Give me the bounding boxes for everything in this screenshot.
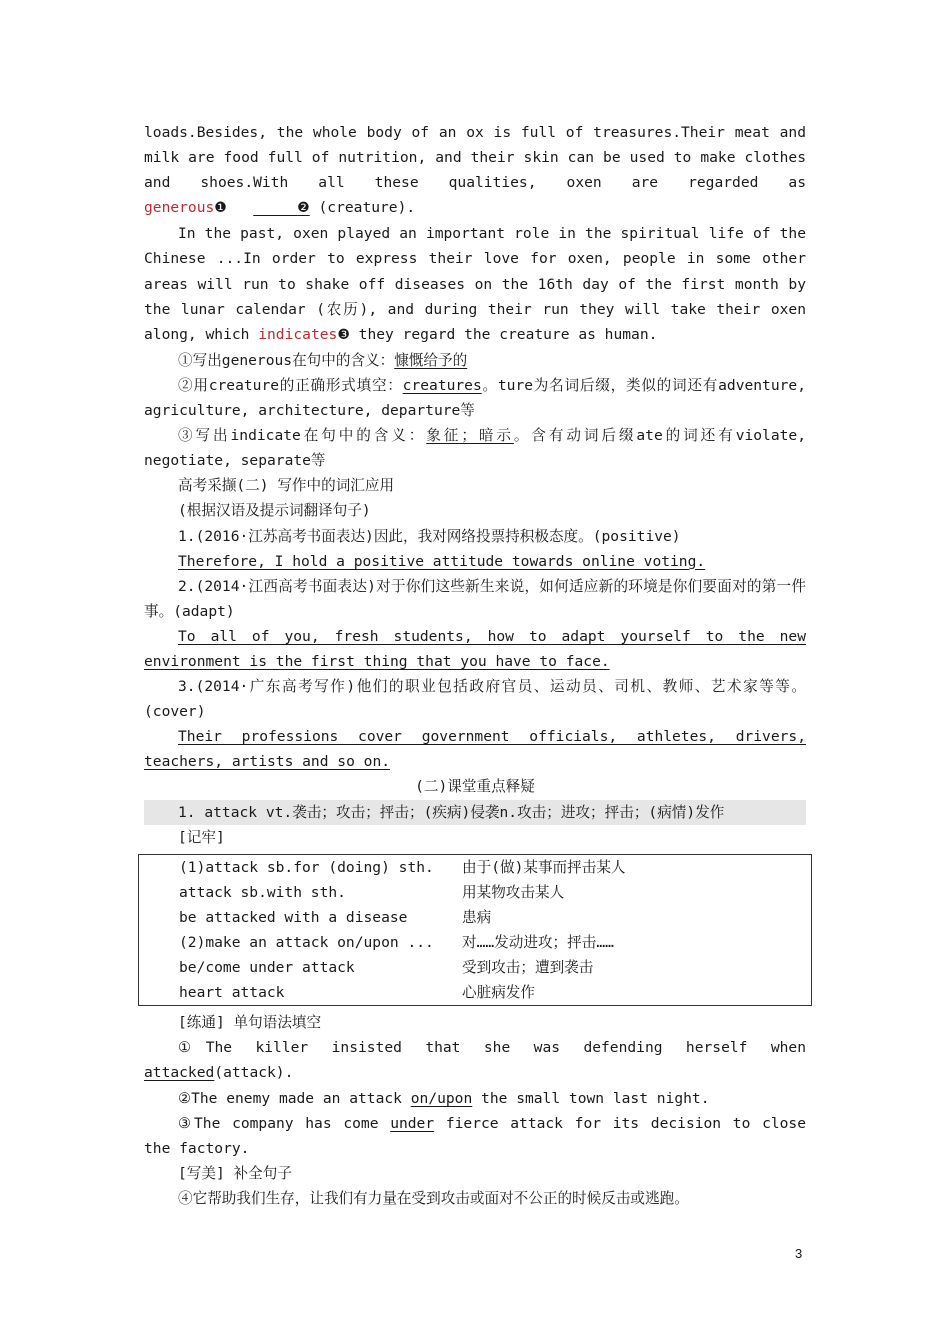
question-3: 3.(2014·广东高考写作)他们的职业包括政府官员、运动员、司机、教师、艺术家等等。(cover) [144, 678, 806, 721]
phrase-en: attack sb.with sth. [179, 883, 346, 901]
paragraph-text: In the past, oxen played an important role in the spiritual life of the Chinese ...In order to express their love for oxen, people in some other areas will run to shake off diseases on the 16th day of the first month by the lunar calendar (农历), and during their run they will take their oxen along, which [144, 225, 806, 343]
vocab-entry: 1. attack vt.袭击；攻击；抨击；(疾病)侵袭n.攻击；进攻；抨击；(病情)发作 [144, 800, 806, 825]
keyword-indicates: indicates [258, 325, 338, 343]
phrase-cn: 由于(做)某事而抨击某人 [462, 858, 626, 876]
note-answer: creatures [402, 376, 482, 394]
keyword-generous: generous [144, 199, 215, 217]
reading-paragraph-2 [144, 221, 806, 347]
table-row [179, 955, 626, 980]
question-2: 2.(2014·江西高考书面表达)对于你们这些新生来说，如何适应新的环境是你们要面对的第一件事。(adapt) [144, 577, 806, 620]
exercise-text: the small town last night. [472, 1089, 710, 1107]
table-row [179, 980, 626, 1005]
exercise-text: (attack). [214, 1064, 294, 1082]
phrase-cn: 受到攻击；遭到袭击 [462, 959, 594, 977]
write-label: [写美] 补全句子 [178, 1164, 292, 1182]
phrase-en: (2)make an attack on/upon ... [179, 934, 434, 951]
phrase-cn: 对……发动进攻；抨击…… [462, 934, 614, 951]
note-3 [144, 423, 806, 473]
phrase-en: (1)attack sb.for (doing) sth. [179, 858, 434, 876]
phrase-box [138, 854, 812, 1007]
note-text: ③写出indicate在句中的含义： [178, 427, 427, 445]
phrase-cn: 心脏病发作 [462, 984, 535, 1002]
paragraph-text: loads.Besides, the whole body of an ox is full of treasures.Their meat and milk are food full of nutrition, and their skin can be used to make clothes and shoes.With all these qualities, oxen are regarded as [144, 124, 806, 192]
exercise-answer: under [390, 1114, 435, 1132]
phrase-en: be/come under attack [179, 959, 355, 977]
table-row [179, 880, 626, 905]
answer-text: Their professions cover government officials, athletes, drivers, teachers, artists and so on. [144, 728, 806, 771]
note-text: 。ture为名词后缀，类似的词还有adventure, agriculture, architecture, departure等 [144, 376, 806, 420]
question-1: 1.(2016·江苏高考书面表达)因此，我对网络投票持积极态度。(positive) [178, 527, 681, 545]
reading-paragraph-1 [144, 120, 806, 221]
section-heading: 高考采撷(二) 写作中的词汇应用 [178, 477, 395, 495]
note-1 [144, 348, 806, 373]
exercise-text: fierce attack for its decision to close the factory. [144, 1114, 806, 1157]
table-row [179, 905, 626, 930]
note-text: ②用creature的正确形式填空： [178, 376, 403, 394]
page-number: 3 [795, 1246, 803, 1261]
exercise-4: ④它帮助我们生存，让我们有力量在受到攻击或面对不公正的时候反击或逃跑。 [178, 1189, 689, 1207]
phrase-table [179, 855, 626, 1006]
phrase-en: heart attack [179, 984, 285, 1002]
exercise-text: ③The company has come [178, 1114, 391, 1132]
exercise-text: ①The killer insisted that she was defending herself when [178, 1039, 806, 1057]
phrase-en: be attacked with a disease [179, 908, 408, 926]
blank-2 [253, 199, 310, 216]
answer-3 [144, 724, 806, 774]
table-row [179, 855, 626, 880]
practice-label: [练通] 单句语法填空 [178, 1014, 322, 1032]
note-text: ①写出generous在句中的含义： [178, 351, 395, 369]
answer-text: Therefore, I hold a positive attitude towards online voting. [178, 552, 706, 570]
remember-label: [记牢] [178, 828, 225, 846]
paragraph-text: they regard the creature as human. [349, 325, 658, 343]
note-answer: 慷慨给予的 [394, 351, 468, 369]
note-text: 。含有动词后缀ate的词还有violate, negotiate, separate等 [144, 427, 806, 470]
answer-text: To all of you, fresh students, how to adapt yourself to the new environment is the first thing that you have to face. [144, 627, 806, 670]
phrase-cn: 患病 [462, 908, 492, 926]
document-body [144, 120, 806, 1211]
note-answer: 象征；暗示 [426, 427, 514, 445]
answer-1 [144, 549, 806, 574]
exercise-2 [144, 1086, 806, 1111]
exercise-3 [144, 1111, 806, 1161]
mark-1: ❶ [214, 200, 227, 217]
section-title: (二)课堂重点释疑 [415, 778, 535, 796]
exercise-answer: on/upon [410, 1089, 473, 1107]
phrase-cn: 用某物攻击某人 [462, 883, 565, 901]
instruction: (根据汉语及提示词翻译句子) [178, 502, 371, 520]
exercise-answer: attacked [144, 1064, 215, 1082]
mark-2: ❷ [297, 200, 310, 217]
mark-3: ❸ [337, 326, 350, 343]
answer-2 [144, 624, 806, 674]
paragraph-text: (creature). [318, 199, 416, 217]
exercise-text: ②The enemy made an attack [178, 1089, 411, 1107]
note-2 [144, 373, 806, 423]
table-row [179, 930, 626, 955]
exercise-1 [144, 1035, 806, 1085]
